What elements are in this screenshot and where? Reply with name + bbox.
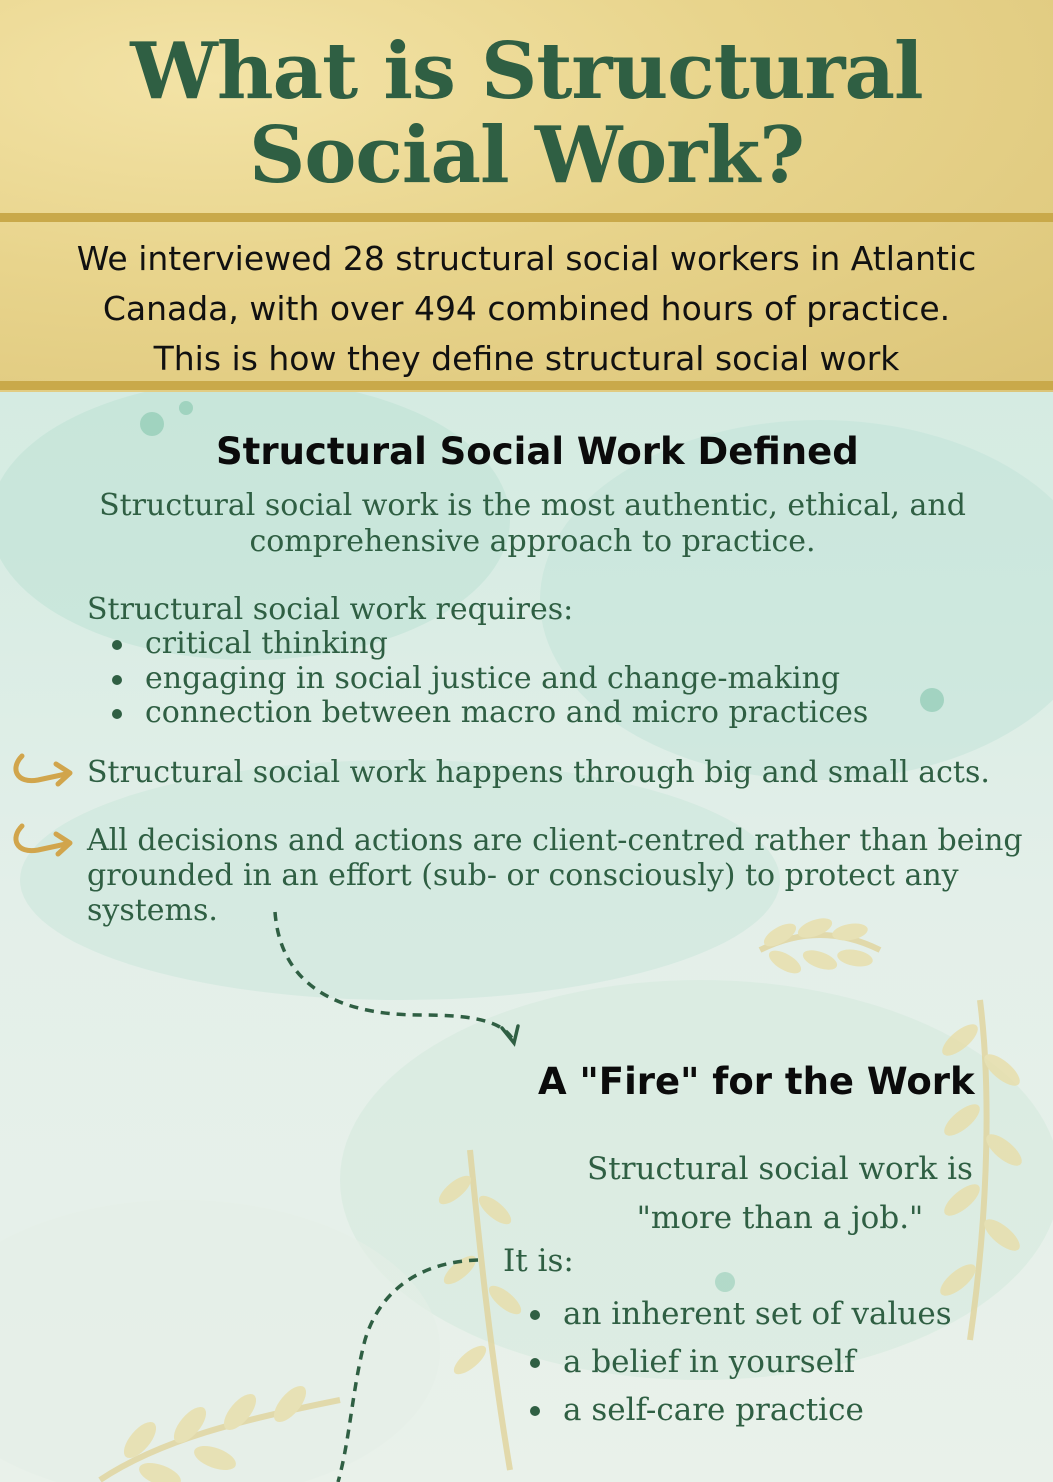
list-item-text: a belief in yourself — [563, 1344, 856, 1380]
bullet — [530, 1310, 540, 1320]
defined-desc-line1: Structural social work is the most authentic, ethical, and — [99, 488, 966, 523]
defined-heading: Structural Social Work Defined — [216, 430, 859, 473]
acts-statement: Structural social work happens through big and small acts. — [87, 755, 990, 790]
page-title — [0, 26, 1053, 201]
list-item — [530, 1386, 952, 1434]
bullet — [530, 1406, 540, 1416]
intro-line1: We interviewed 28 structural social workers in Atlantic — [76, 239, 977, 278]
list-item — [112, 696, 868, 731]
curved-arrow-icon — [8, 822, 78, 862]
bullet — [530, 1358, 540, 1368]
curved-arrow-icon — [8, 752, 78, 792]
requires-label: Structural social work requires: — [87, 592, 574, 627]
decisions-line1: All decisions and actions are client-centred rather than being — [87, 823, 1023, 858]
list-item — [112, 627, 868, 662]
fire-desc-line2: "more than a job." — [636, 1200, 924, 1236]
bullet — [112, 709, 122, 719]
decisions-statement — [87, 823, 1037, 928]
requires-list — [112, 627, 868, 731]
list-item-text: engaging in social justice and change-making — [145, 660, 841, 696]
fire-heading: A "Fire" for the Work — [538, 1060, 975, 1103]
it-is-label: It is: — [503, 1243, 574, 1279]
decisions-line2: grounded in an effort (sub- or consciously) to protect any — [87, 858, 959, 893]
bullet — [112, 640, 122, 650]
fire-desc-line1: Structural social work is — [587, 1151, 973, 1187]
it-is-list — [530, 1290, 952, 1434]
intro-line2: Canada, with over 494 combined hours of practice. — [102, 289, 951, 328]
page-title-line2: Social Work? — [249, 110, 804, 201]
decisions-line3: systems. — [87, 893, 218, 928]
list-item — [530, 1338, 952, 1386]
header-banner — [0, 0, 1053, 392]
bullet — [112, 675, 122, 685]
list-item-text: critical thinking — [145, 626, 388, 661]
list-item-text: an inherent set of values — [563, 1296, 952, 1332]
list-item — [530, 1290, 952, 1338]
defined-desc-line2: comprehensive approach to practice. — [249, 524, 816, 559]
header-divider-top — [0, 213, 1053, 222]
intro-line3: This is how they define structural social work — [153, 339, 900, 378]
list-item-text: a self-care practice — [563, 1392, 864, 1428]
list-item-text: connection between macro and micro practices — [145, 695, 869, 730]
page-title-line1: What is Structural — [130, 26, 923, 117]
defined-description — [60, 488, 1005, 560]
intro-text — [0, 234, 1053, 384]
fire-description — [540, 1145, 1020, 1243]
list-item — [112, 662, 868, 697]
